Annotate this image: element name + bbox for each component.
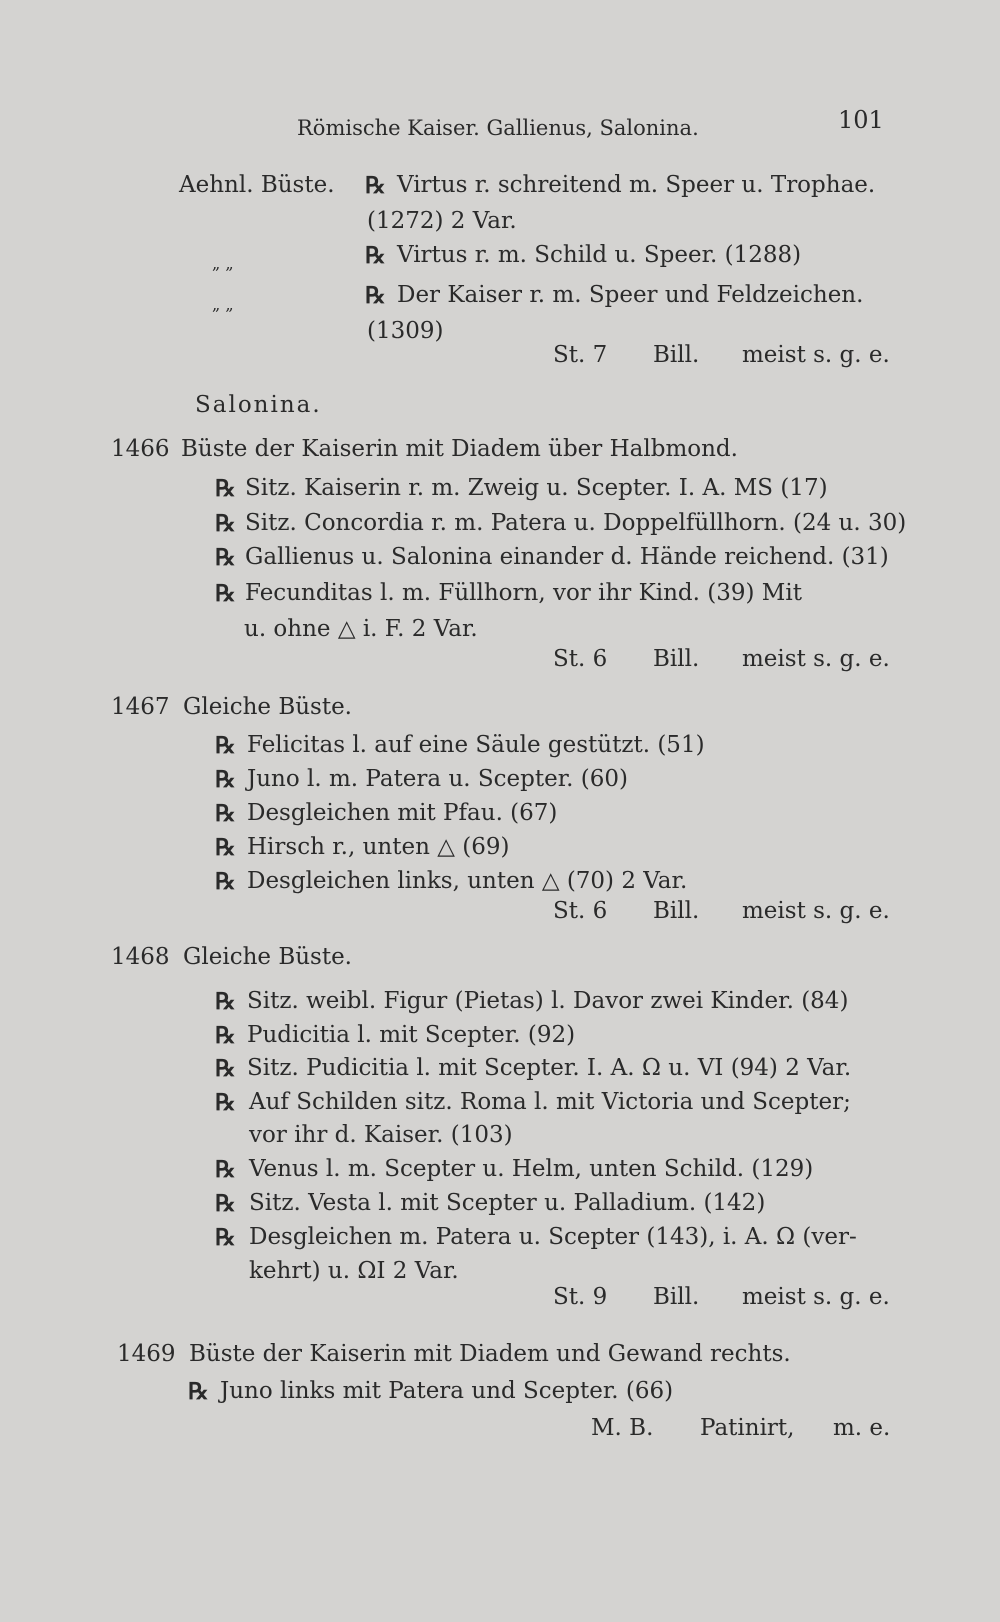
reverse-text: Desgleichen m. Patera u. Scepter (143), i. A. Ω (ver- — [249, 1224, 857, 1250]
reverse-symbol: ℞ — [215, 580, 236, 607]
ditto-marks: „ „ — [212, 254, 234, 273]
reverse-symbol: ℞ — [215, 1055, 236, 1082]
section-heading: Salonina. — [195, 392, 322, 418]
entry-number: 1469 — [117, 1341, 176, 1367]
reverse-text: Sitz. Concordia r. m. Patera u. Doppelfüllhorn. (24 u. 30) — [245, 510, 907, 536]
summary-st: St. 6 — [553, 646, 608, 672]
summary-st: M. B. — [591, 1415, 654, 1441]
entry-number: 1468 — [111, 944, 170, 970]
summary-metal: Bill. — [653, 1284, 700, 1310]
entry-description: Büste der Kaiserin mit Diadem und Gewand rechts. — [189, 1341, 791, 1367]
continuation-line: u. ohne △ i. F. 2 Var. — [244, 616, 478, 642]
reverse-text: Virtus r. m. Schild u. Speer. (1288) — [397, 242, 802, 268]
ditto-marks: „ „ — [212, 295, 234, 314]
entry-description: Gleiche Büste. — [183, 944, 352, 970]
summary-grade: meist s. g. e. — [742, 646, 890, 672]
reverse-symbol: ℞ — [365, 172, 386, 199]
reverse-symbol: ℞ — [215, 1224, 236, 1251]
reverse-symbol: ℞ — [215, 868, 236, 895]
summary-metal: Bill. — [653, 898, 700, 924]
reverse-symbol: ℞ — [215, 834, 236, 861]
reverse-text: Sitz. Pudicitia l. mit Scepter. I. A. Ω u. VI (94) 2 Var. — [247, 1055, 852, 1081]
entry-number: 1466 — [111, 436, 170, 462]
reverse-text: Pudicitia l. mit Scepter. (92) — [247, 1022, 576, 1048]
summary-grade: meist s. g. e. — [742, 1284, 890, 1310]
variant-line: (1272) 2 Var. — [367, 208, 517, 234]
variant-line: (1309) — [367, 318, 444, 344]
continuation-line: vor ihr d. Kaiser. (103) — [249, 1122, 513, 1148]
reverse-text: Felicitas l. auf eine Säule gestützt. (51) — [247, 732, 705, 758]
reverse-symbol: ℞ — [215, 766, 236, 793]
reverse-text: Sitz. Vesta l. mit Scepter u. Palladium. (142) — [249, 1190, 766, 1216]
entry-number: 1467 — [111, 694, 170, 720]
summary-metal: Bill. — [653, 646, 700, 672]
summary-grade: meist s. g. e. — [742, 342, 890, 368]
reverse-symbol: ℞ — [215, 475, 236, 502]
reverse-text: Der Kaiser r. m. Speer und Feldzeichen. — [397, 282, 864, 308]
reverse-symbol: ℞ — [365, 282, 386, 309]
reverse-symbol: ℞ — [215, 988, 236, 1015]
reverse-text: Fecunditas l. m. Füllhorn, vor ihr Kind. (39) Mit — [245, 580, 802, 606]
summary-st: St. 7 — [553, 342, 608, 368]
reverse-symbol: ℞ — [365, 242, 386, 269]
reverse-text: Virtus r. schreitend m. Speer u. Trophae. — [397, 172, 876, 198]
reverse-symbol: ℞ — [215, 1156, 236, 1183]
reverse-symbol: ℞ — [215, 1089, 236, 1116]
reverse-text: Desgleichen links, unten △ (70) 2 Var. — [247, 868, 688, 894]
entry-label: Aehnl. Büste. — [179, 172, 335, 198]
summary-st: St. 6 — [553, 898, 608, 924]
reverse-text: Venus l. m. Scepter u. Helm, unten Schild. (129) — [249, 1156, 814, 1182]
reverse-text: Sitz. Kaiserin r. m. Zweig u. Scepter. I. A. MS (17) — [245, 475, 828, 501]
reverse-text: Auf Schilden sitz. Roma l. mit Victoria und Scepter; — [249, 1089, 851, 1115]
entry-description: Büste der Kaiserin mit Diadem über Halbmond. — [181, 436, 738, 462]
page-number: 101 — [838, 106, 884, 134]
summary-metal: Bill. — [653, 342, 700, 368]
reverse-symbol: ℞ — [215, 800, 236, 827]
summary-grade: m. e. — [833, 1415, 891, 1441]
reverse-text: Sitz. weibl. Figur (Pietas) l. Davor zwei Kinder. (84) — [247, 988, 849, 1014]
reverse-symbol: ℞ — [215, 1022, 236, 1049]
summary-metal: Patinirt, — [700, 1415, 795, 1441]
reverse-text: Juno l. m. Patera u. Scepter. (60) — [247, 766, 629, 792]
reverse-symbol: ℞ — [215, 510, 236, 537]
reverse-text: Hirsch r., unten △ (69) — [247, 834, 510, 860]
reverse-symbol: ℞ — [215, 544, 236, 571]
summary-grade: meist s. g. e. — [742, 898, 890, 924]
reverse-text: Desgleichen mit Pfau. (67) — [247, 800, 558, 826]
continuation-line: kehrt) u. ΩI 2 Var. — [249, 1258, 459, 1284]
reverse-symbol: ℞ — [215, 1190, 236, 1217]
entry-description: Gleiche Büste. — [183, 694, 352, 720]
reverse-text: Gallienus u. Salonina einander d. Hände reichend. (31) — [245, 544, 889, 570]
reverse-symbol: ℞ — [188, 1378, 209, 1405]
reverse-text: Juno links mit Patera und Scepter. (66) — [220, 1378, 674, 1404]
reverse-symbol: ℞ — [215, 732, 236, 759]
summary-st: St. 9 — [553, 1284, 608, 1310]
running-title: Römische Kaiser. Gallienus, Salonina. — [297, 116, 699, 140]
